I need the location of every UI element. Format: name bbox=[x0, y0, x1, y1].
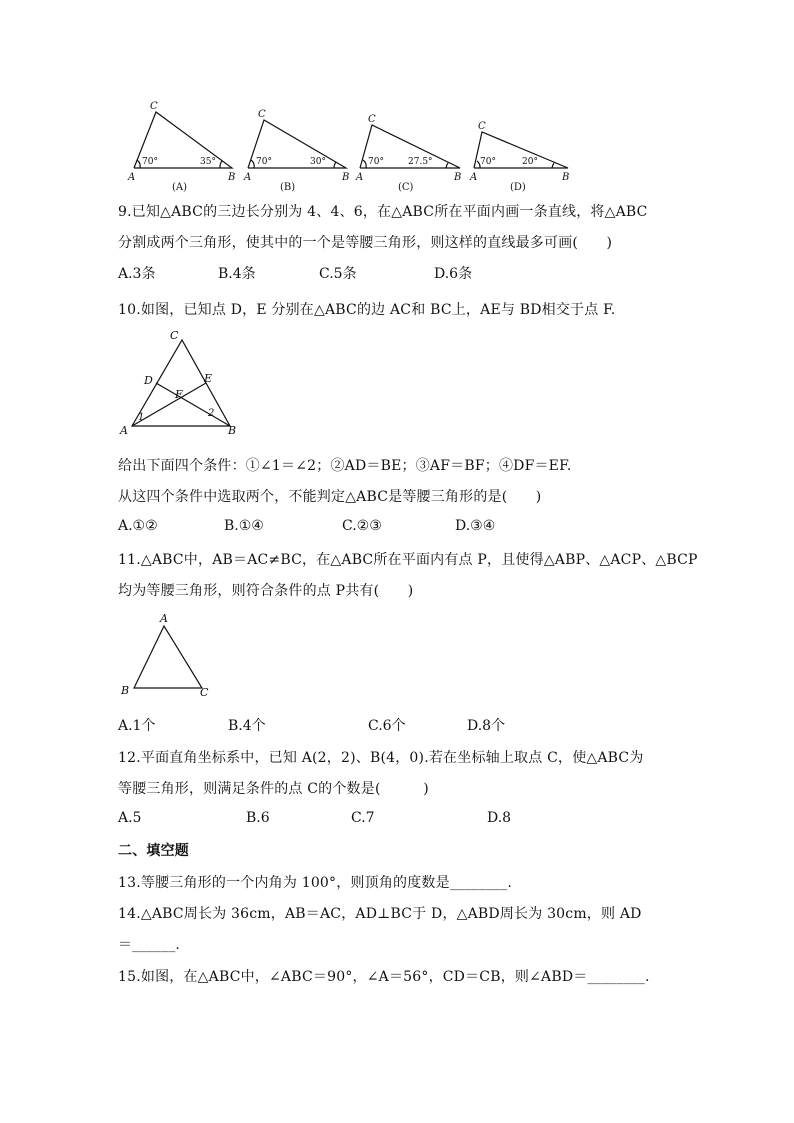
q13-text: 13.等腰三角形的一个内角为 100°，则顶角的度数是________. bbox=[118, 875, 513, 891]
q12-option-b: B.6 bbox=[246, 810, 270, 826]
q9-option-d: D.6条 bbox=[434, 266, 473, 282]
triangles-figure bbox=[120, 98, 580, 194]
pD-angB: 20° bbox=[522, 157, 538, 167]
q11-option-d: D.8个 bbox=[467, 718, 506, 734]
q10-option-d: D.③④ bbox=[455, 518, 496, 534]
q10-line2: 给出下面四个条件：①∠1＝∠2；②AD＝BE；③AF＝BF；④DF＝EF. bbox=[118, 458, 572, 474]
pC-C: C bbox=[368, 114, 376, 125]
pD-label: (D) bbox=[510, 182, 526, 193]
pD-angA: 70° bbox=[480, 157, 496, 167]
q10-F: F bbox=[175, 388, 183, 401]
q10-E: E bbox=[204, 372, 213, 385]
pA-angA: 70° bbox=[142, 157, 158, 167]
q12-option-c: C.7 bbox=[351, 810, 375, 826]
pB-angA: 70° bbox=[256, 157, 272, 167]
q12-line1: 12.平面直角坐标系中，已知 A(2，2)、B(4，0).若在坐标轴上取点 C，使△ABC为 bbox=[118, 750, 644, 766]
q11-line1: 11.△ABC中，AB＝AC≠BC，在△ABC所在平面内有点 P，且使得△ABP、△ACP、△BCP bbox=[118, 552, 698, 568]
section-heading: 二、填空题 bbox=[118, 843, 189, 859]
q9-line1: 9.已知△ABC的三边长分别为 4、4、6，在△ABC所在平面内画一条直线，将△ABC bbox=[118, 204, 648, 220]
pD-A: A bbox=[470, 172, 478, 183]
pA-A: A bbox=[128, 172, 136, 183]
pC-angB: 27.5° bbox=[408, 157, 433, 167]
q10-line3: 从这四个条件中选取两个，不能判定△ABC是等腰三角形的是( ) bbox=[118, 489, 542, 505]
q10-figure bbox=[116, 328, 246, 438]
q9-line2: 分割成两个三角形，使其中的一个是等腰三角形，则这样的直线最多可画( ) bbox=[118, 235, 613, 251]
pC-angA: 70° bbox=[368, 157, 384, 167]
q12-option-d: D.8 bbox=[487, 810, 512, 826]
q11-C: C bbox=[200, 686, 209, 698]
pA-angB: 35° bbox=[200, 157, 216, 167]
pB-A: A bbox=[244, 172, 252, 183]
q10-D: D bbox=[144, 374, 153, 387]
q11-option-b: B.4个 bbox=[228, 718, 266, 734]
q14-line2: ＝______. bbox=[118, 937, 181, 953]
q12-option-a: A.5 bbox=[118, 810, 142, 826]
pC-A: A bbox=[356, 172, 364, 183]
pA-C: C bbox=[150, 101, 158, 112]
q11-option-a: A.1个 bbox=[118, 718, 156, 734]
q9-option-c: C.5条 bbox=[319, 266, 357, 282]
q11-A: A bbox=[160, 612, 168, 625]
q10-C: C bbox=[170, 329, 179, 342]
q10-line1: 10.如图，已知点 D，E 分别在△ABC的边 AC和 BC上，AE与 BD相交于点 F. bbox=[118, 302, 616, 318]
pB-C: C bbox=[258, 109, 266, 120]
q9-option-b: B.4条 bbox=[218, 266, 256, 282]
q15-text: 15.如图，在△ABC中，∠ABC＝90°，∠A＝56°，CD＝CB，则∠ABD＝________. bbox=[118, 969, 650, 985]
pC-label: (C) bbox=[398, 182, 414, 193]
pD-C: C bbox=[478, 121, 486, 132]
q10-option-b: B.①④ bbox=[224, 518, 264, 534]
pA-B: B bbox=[228, 172, 236, 183]
q10-option-c: C.②③ bbox=[342, 518, 382, 534]
q10-angle2: 2 bbox=[208, 408, 215, 419]
q11-B: B bbox=[121, 684, 130, 697]
q11-option-c: C.6个 bbox=[368, 718, 406, 734]
q10-B: B bbox=[228, 424, 237, 437]
q10-A: A bbox=[120, 424, 128, 437]
q10-angle1: 1 bbox=[138, 412, 145, 423]
q12-line2: 等腰三角形，则满足条件的点 C的个数是( ) bbox=[118, 781, 429, 797]
q11-line2: 均为等腰三角形，则符合条件的点 P共有( ) bbox=[118, 583, 414, 599]
pC-B: B bbox=[454, 172, 462, 183]
q11-figure bbox=[118, 612, 218, 698]
pD-B: B bbox=[562, 172, 570, 183]
pA-label: (A) bbox=[172, 182, 188, 193]
pB-label: (B) bbox=[280, 182, 296, 193]
q14-line1: 14.△ABC周长为 36cm，AB＝AC，AD⊥BC于 D，△ABD周长为 30cm，则 AD bbox=[118, 906, 642, 922]
q9-option-a: A.3条 bbox=[118, 266, 156, 282]
pB-B: B bbox=[342, 172, 350, 183]
q10-option-a: A.①② bbox=[118, 518, 158, 534]
pB-angB: 30° bbox=[310, 157, 326, 167]
